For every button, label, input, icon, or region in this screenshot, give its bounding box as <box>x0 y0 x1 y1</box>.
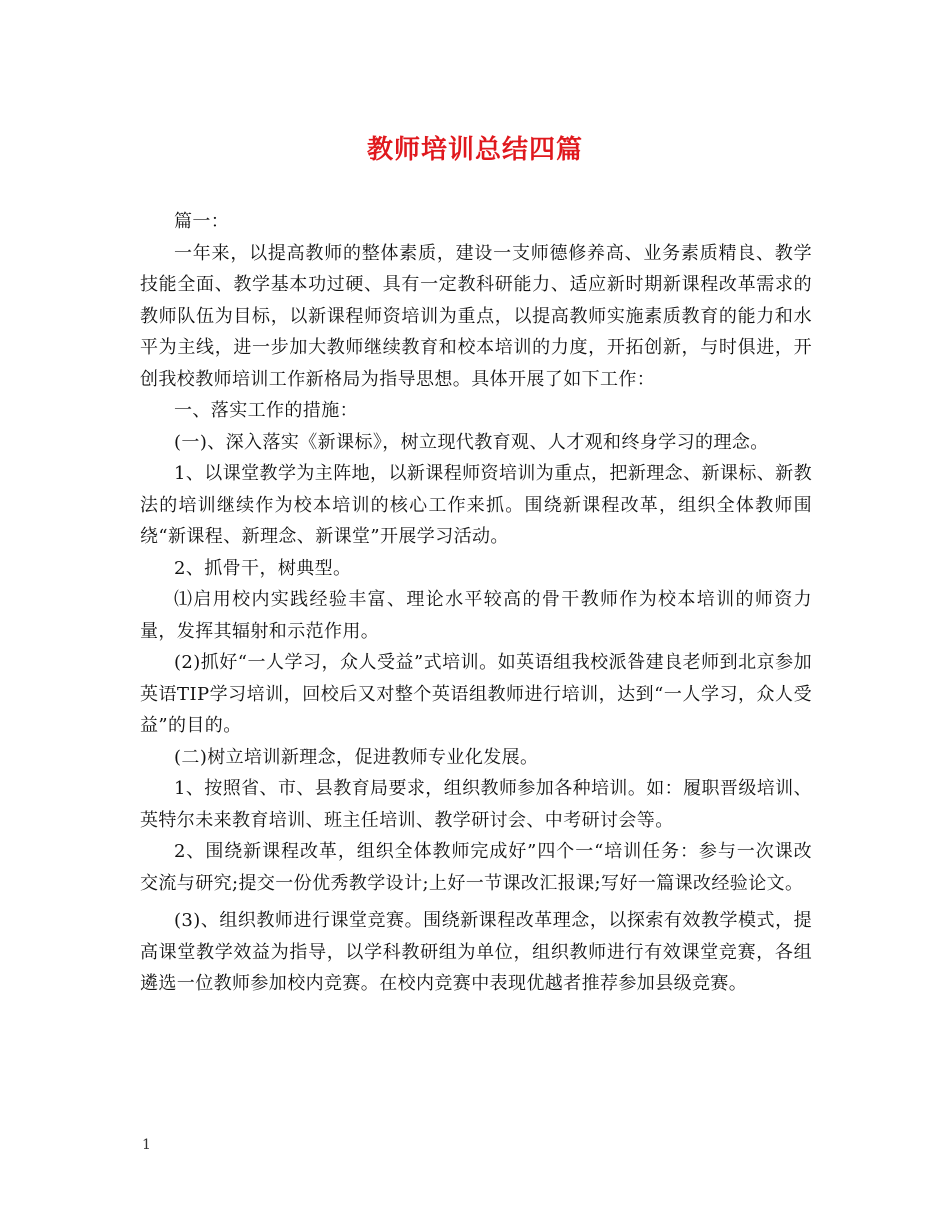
paragraph-item-2-1: ⑴启用校内实践经验丰富、理论水平较高的骨干教师作为校本培训的师资力量，发挥其辐射和示范作用。 <box>140 589 812 642</box>
page-number: 1 <box>142 1137 151 1153</box>
paragraph-guiding-idea: 一年来，以提高教师的整体素质，建设一支师德修养高、业务素质精良、教学技能全面、教学基本功过硬、具有一定教科研能力、适应新时期新课程改革需求的教师队伍为目标，以新课程师资培训为重点，以提高教师实施素质教育的能力和水平为主线，进一步加大教师继续教育和校本培训的力度，开拓创新，与时俱进，开创我校教师培训工作新格局为指导思想。具体开展了如下工作： <box>140 242 812 390</box>
paragraph-measures-heading: 一、落实工作的措施： <box>174 400 358 421</box>
paragraph-training-2: 2、围绕新课程改革，组织全体教师完成好”四个一“培训任务：参与一次课改交流与研究;提交一份优秀教学设计;上好一节课改汇报课;写好一篇课改经验论文。 <box>140 841 812 894</box>
paragraph-section-heading: 篇一： <box>174 211 230 232</box>
document-body <box>140 206 812 1000</box>
document-title: 教师培训总结四篇 <box>366 135 583 165</box>
paragraph-item-1: 1、以课堂教学为主阵地，以新课程师资培训为重点，把新理念、新课标、新教法的培训继续作为校本培训的核心工作来抓。围绕新课程改革，组织全体教师围绕“新课程、新理念、新课堂”开展学习活动。 <box>140 463 812 547</box>
paragraph-training-3: (3)、组织教师进行课堂竞赛。围绕新课程改革理念，以探索有效教学模式，提高课堂教学效益为指导，以学科教研组为单位，组织教师进行有效课堂竞赛，各组遴选一位教师参加校内竞赛。在校内竞赛中表现优越者推荐参加县级竞赛。 <box>140 910 812 994</box>
paragraph-training-1: 1、按照省、市、县教育局要求，组织教师参加各种培训。如：履职晋级培训、英特尔未来教育培训、班主任培训、教学研讨会、中考研讨会等。 <box>140 778 812 831</box>
paragraph-subheading-1: (一)、深入落实《新课标》，树立现代教育观、人才观和终身学习的理念。 <box>174 431 769 453</box>
paragraph-item-2-2: (2)抓好“一人学习，众人受益”式培训。如英语组我校派昝建良老师到北京参加英语TIP学习培训，回校后又对整个英语组教师进行培训，达到“一人学习，众人受益”的目的。 <box>140 652 812 736</box>
paragraph-item-2: 2、抓骨干，树典型。 <box>174 557 352 579</box>
paragraph-subheading-2: (二)树立培训新理念，促进教师专业化发展。 <box>174 746 539 768</box>
